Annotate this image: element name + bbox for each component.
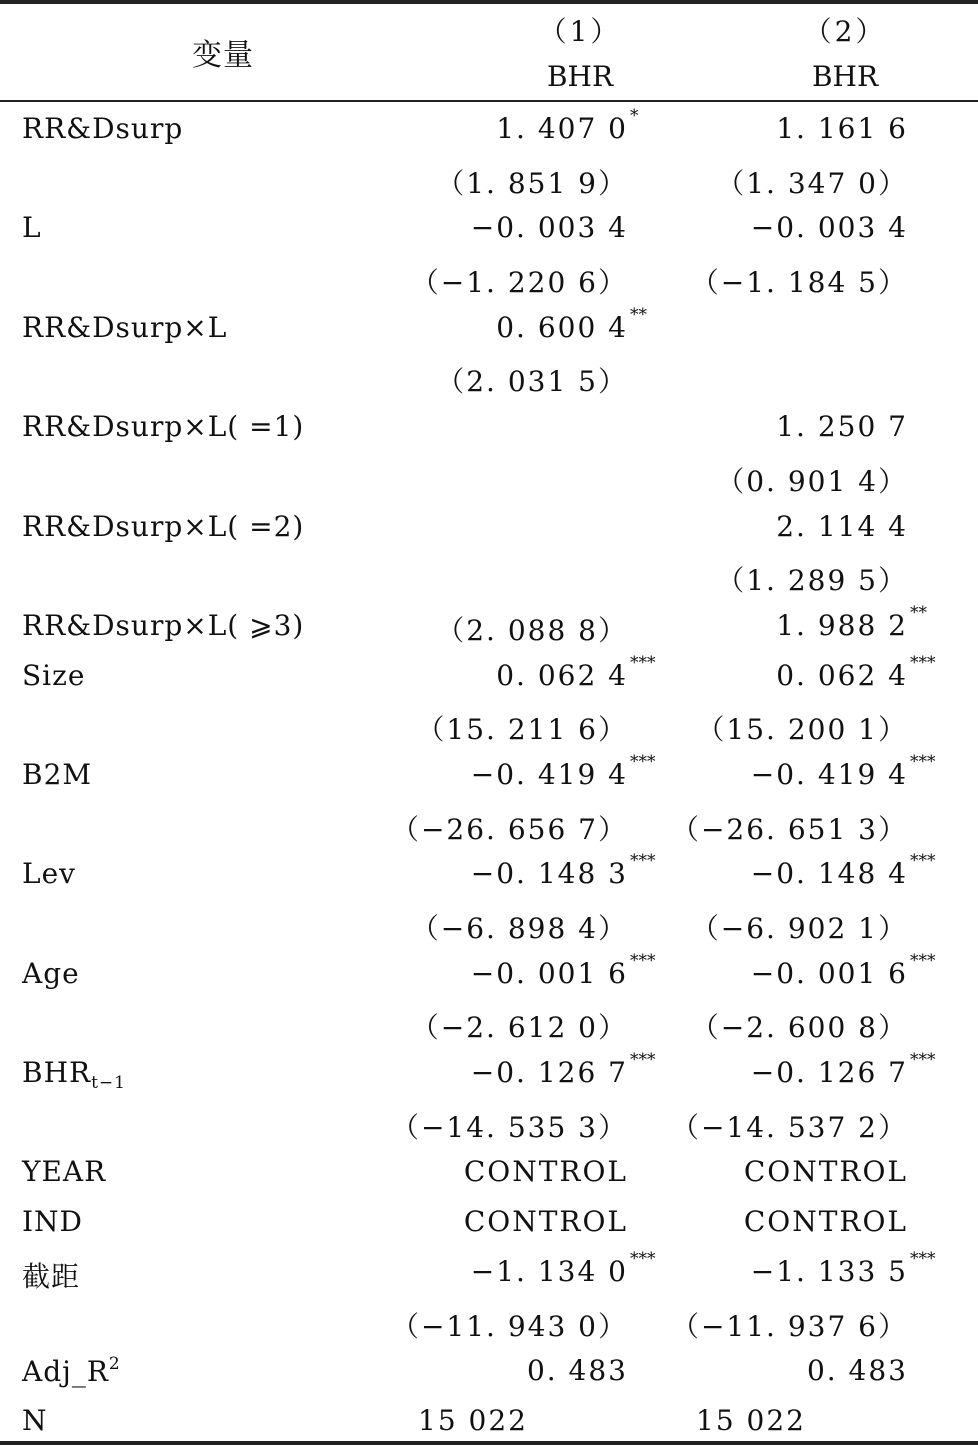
row-label-text: RR&Dsurp×L( ⩾3) xyxy=(22,608,305,642)
table-header-rule xyxy=(0,100,978,102)
row-label xyxy=(22,112,183,145)
col2-value xyxy=(751,211,908,244)
row-label-text: Adj_R xyxy=(22,1355,109,1389)
col1-value-text: （1. 851 9） xyxy=(436,166,628,200)
table-row xyxy=(0,998,978,1048)
row-label xyxy=(22,1205,83,1238)
col2-value-text: −1. 133 5 xyxy=(750,1254,908,1288)
row-label-text: L xyxy=(22,211,42,245)
header-col1-dependent-variable: BHR xyxy=(546,60,614,93)
col2-value-text: CONTROL xyxy=(743,1155,908,1189)
table-row xyxy=(0,1247,978,1297)
row-label-text: RR&Dsurp×L xyxy=(22,310,228,344)
row-label-superscript: 2 xyxy=(108,1354,121,1375)
col1-value-text: −0. 126 7 xyxy=(470,1056,628,1090)
col1-value-text: （15. 211 6） xyxy=(416,713,628,747)
row-label-text: IND xyxy=(22,1205,84,1239)
col1-value xyxy=(496,106,639,145)
row-label-text: RR&Dsurp xyxy=(22,112,184,145)
table-row xyxy=(0,104,978,154)
col1-value xyxy=(496,652,656,692)
header-col2-dependent-variable: BHR xyxy=(811,60,879,93)
col1-value-text: −0. 419 4 xyxy=(470,757,628,791)
row-label-text: Lev xyxy=(22,857,76,891)
table-row xyxy=(0,651,978,701)
table-row xyxy=(0,1147,978,1197)
col1-value xyxy=(418,1404,528,1437)
significance-stars: *** xyxy=(910,1248,936,1269)
col1-value xyxy=(411,261,628,301)
col2-value xyxy=(776,112,908,145)
significance-stars: ** xyxy=(630,304,647,325)
table-row xyxy=(0,253,978,303)
row-label-text: RR&Dsurp×L( =2) xyxy=(22,509,305,543)
col1-value-text: 0. 600 4 xyxy=(496,310,628,344)
row-label-text: BHR xyxy=(22,1056,92,1090)
col1-value xyxy=(391,1305,628,1345)
significance-stars: *** xyxy=(630,652,656,673)
col2-value-text: （1. 347 0） xyxy=(716,166,908,200)
table-row xyxy=(0,601,978,651)
col1-value-text: （−1. 220 6） xyxy=(410,266,628,300)
col1-value xyxy=(527,1354,628,1387)
row-label xyxy=(22,1404,48,1437)
row-label-text: N xyxy=(22,1403,48,1437)
col1-value xyxy=(464,1155,628,1188)
significance-stars: *** xyxy=(910,751,936,772)
table-row xyxy=(0,402,978,452)
col1-value-text: （2. 088 8） xyxy=(436,613,628,647)
col2-value xyxy=(691,1006,908,1046)
col2-value xyxy=(776,410,908,443)
col2-value xyxy=(776,510,908,543)
table-row xyxy=(0,949,978,999)
col2-value xyxy=(691,261,908,301)
table-row xyxy=(0,1197,978,1247)
col2-value xyxy=(716,162,908,202)
table-row xyxy=(0,899,978,949)
col2-value xyxy=(716,460,908,500)
col1-value xyxy=(470,1050,656,1090)
table-row xyxy=(0,352,978,402)
col1-value-text: 0. 483 xyxy=(526,1354,628,1388)
col2-value-text: （−1. 184 5） xyxy=(690,266,908,300)
row-label xyxy=(22,510,304,543)
table-row xyxy=(0,750,978,800)
significance-stars: ** xyxy=(910,602,927,623)
row-label-text: YEAR xyxy=(22,1155,107,1189)
col2-value-text: 15 022 xyxy=(696,1403,806,1437)
col2-value xyxy=(750,751,936,791)
col1-value-text: 1. 407 0 xyxy=(496,112,628,145)
header-col1-number: （1） xyxy=(538,15,622,48)
row-label xyxy=(22,659,85,692)
table-row xyxy=(0,849,978,899)
col1-value xyxy=(464,1205,628,1238)
significance-stars: *** xyxy=(910,851,936,872)
col2-value xyxy=(744,1205,908,1238)
col1-value xyxy=(436,609,628,649)
table-row xyxy=(0,154,978,204)
col1-value xyxy=(496,304,647,344)
col2-value xyxy=(750,950,936,990)
col2-value xyxy=(744,1155,908,1188)
table-top-rule xyxy=(0,0,978,4)
row-label-subscript: t−1 xyxy=(91,1073,126,1094)
table-body xyxy=(0,104,978,1446)
col2-value-text: CONTROL xyxy=(743,1205,908,1239)
col2-value xyxy=(696,708,908,748)
col2-value-text: 1. 161 6 xyxy=(776,112,908,145)
row-label xyxy=(22,1255,80,1295)
col1-value-text: （2. 031 5） xyxy=(436,365,628,399)
col1-value-text: （−2. 612 0） xyxy=(410,1011,628,1045)
col1-value-text: （−11. 943 0） xyxy=(390,1309,628,1343)
significance-stars: *** xyxy=(630,751,656,772)
col2-value xyxy=(671,808,908,848)
col2-value-text: （−26. 651 3） xyxy=(670,812,908,846)
table-row xyxy=(0,1297,978,1347)
row-label xyxy=(22,410,304,443)
col2-value xyxy=(671,1305,908,1345)
col2-value xyxy=(716,559,908,599)
significance-stars: *** xyxy=(910,652,936,673)
col1-value xyxy=(416,708,628,748)
col2-value-text: 1. 250 7 xyxy=(776,410,908,444)
significance-stars: *** xyxy=(630,1248,656,1269)
row-label xyxy=(22,311,227,344)
col2-value xyxy=(671,1106,908,1146)
col1-value xyxy=(470,751,656,791)
significance-stars: * xyxy=(630,106,639,126)
table-row xyxy=(0,203,978,253)
col2-value-text: −0. 003 4 xyxy=(750,211,908,245)
col1-value xyxy=(391,808,628,848)
significance-stars: *** xyxy=(630,950,656,971)
significance-stars: *** xyxy=(910,950,936,971)
col1-value xyxy=(470,1248,656,1288)
col2-value-text: （−14. 537 2） xyxy=(670,1110,908,1144)
col1-value-text: −0. 001 6 xyxy=(470,956,628,990)
header-col2-number: （2） xyxy=(803,15,887,48)
col2-value xyxy=(750,1050,936,1090)
table-row xyxy=(0,1346,978,1396)
col2-value-text: 0. 062 4 xyxy=(776,658,908,692)
row-label-text: Age xyxy=(22,956,80,990)
col2-value xyxy=(807,1354,908,1387)
table-row xyxy=(0,1098,978,1148)
row-label xyxy=(22,1155,106,1188)
col2-value-text: （15. 200 1） xyxy=(696,713,908,747)
col2-value xyxy=(750,851,936,891)
row-label-text: RR&Dsurp×L( =1) xyxy=(22,410,305,444)
col2-value xyxy=(776,652,936,692)
col2-value-text: （1. 289 5） xyxy=(716,564,908,598)
row-label xyxy=(22,211,42,244)
col1-value-text: （−26. 656 7） xyxy=(390,812,628,846)
col2-value-text: 1. 988 2 xyxy=(776,608,908,642)
table-row xyxy=(0,551,978,601)
table-row xyxy=(0,303,978,353)
col1-value-text: −0. 148 3 xyxy=(470,857,628,891)
col1-value xyxy=(391,1106,628,1146)
col2-value-text: −0. 001 6 xyxy=(750,956,908,990)
col1-value xyxy=(471,211,628,244)
col1-value xyxy=(411,1006,628,1046)
col1-value xyxy=(436,162,628,202)
col1-value xyxy=(411,907,628,947)
col1-value xyxy=(436,360,628,400)
row-label-text: Size xyxy=(22,658,86,692)
col1-value-text: −0. 003 4 xyxy=(470,211,628,245)
col2-value xyxy=(750,1248,936,1288)
col1-value-text: CONTROL xyxy=(463,1155,628,1189)
col2-value xyxy=(696,1404,806,1437)
significance-stars: *** xyxy=(630,851,656,872)
col2-value-text: −0. 419 4 xyxy=(750,757,908,791)
row-label xyxy=(22,957,80,990)
col1-value-text: 0. 062 4 xyxy=(496,658,628,692)
row-label xyxy=(22,758,92,791)
col2-value-text: （0. 901 4） xyxy=(716,464,908,498)
row-label xyxy=(22,857,76,890)
table-row xyxy=(0,452,978,502)
col1-value xyxy=(470,950,656,990)
significance-stars: *** xyxy=(910,1050,936,1071)
col2-value-text: 0. 483 xyxy=(806,1354,908,1388)
header-variable: 变量 xyxy=(192,38,254,73)
table-row xyxy=(0,1048,978,1098)
col2-value xyxy=(691,907,908,947)
row-label xyxy=(22,1354,121,1388)
col1-value xyxy=(470,851,656,891)
col1-value-text: CONTROL xyxy=(463,1205,628,1239)
col1-value-text: 15 022 xyxy=(418,1403,528,1437)
col2-value-text: （−6. 902 1） xyxy=(690,912,908,945)
col1-value-text: （−6. 898 4） xyxy=(410,912,628,945)
col2-value-text: （−2. 600 8） xyxy=(690,1011,908,1045)
col2-value xyxy=(776,602,927,642)
table-bottom-rule xyxy=(0,1441,978,1445)
row-label xyxy=(22,1056,126,1093)
col2-value-text: （−11. 937 6） xyxy=(670,1309,908,1343)
col2-value-text: −0. 126 7 xyxy=(750,1056,908,1090)
table-row xyxy=(0,502,978,552)
col1-value-text: （−14. 535 3） xyxy=(390,1110,628,1144)
col2-value-text: 2. 114 4 xyxy=(776,509,908,543)
significance-stars: *** xyxy=(630,1050,656,1071)
row-label-text: B2M xyxy=(22,757,93,791)
table-row xyxy=(0,700,978,750)
table-row xyxy=(0,1396,978,1446)
table-row xyxy=(0,800,978,850)
col1-value-text: −1. 134 0 xyxy=(470,1254,628,1288)
row-label-text: 截距 xyxy=(22,1259,81,1293)
col2-value-text: −0. 148 4 xyxy=(750,857,908,891)
row-label xyxy=(22,609,304,642)
